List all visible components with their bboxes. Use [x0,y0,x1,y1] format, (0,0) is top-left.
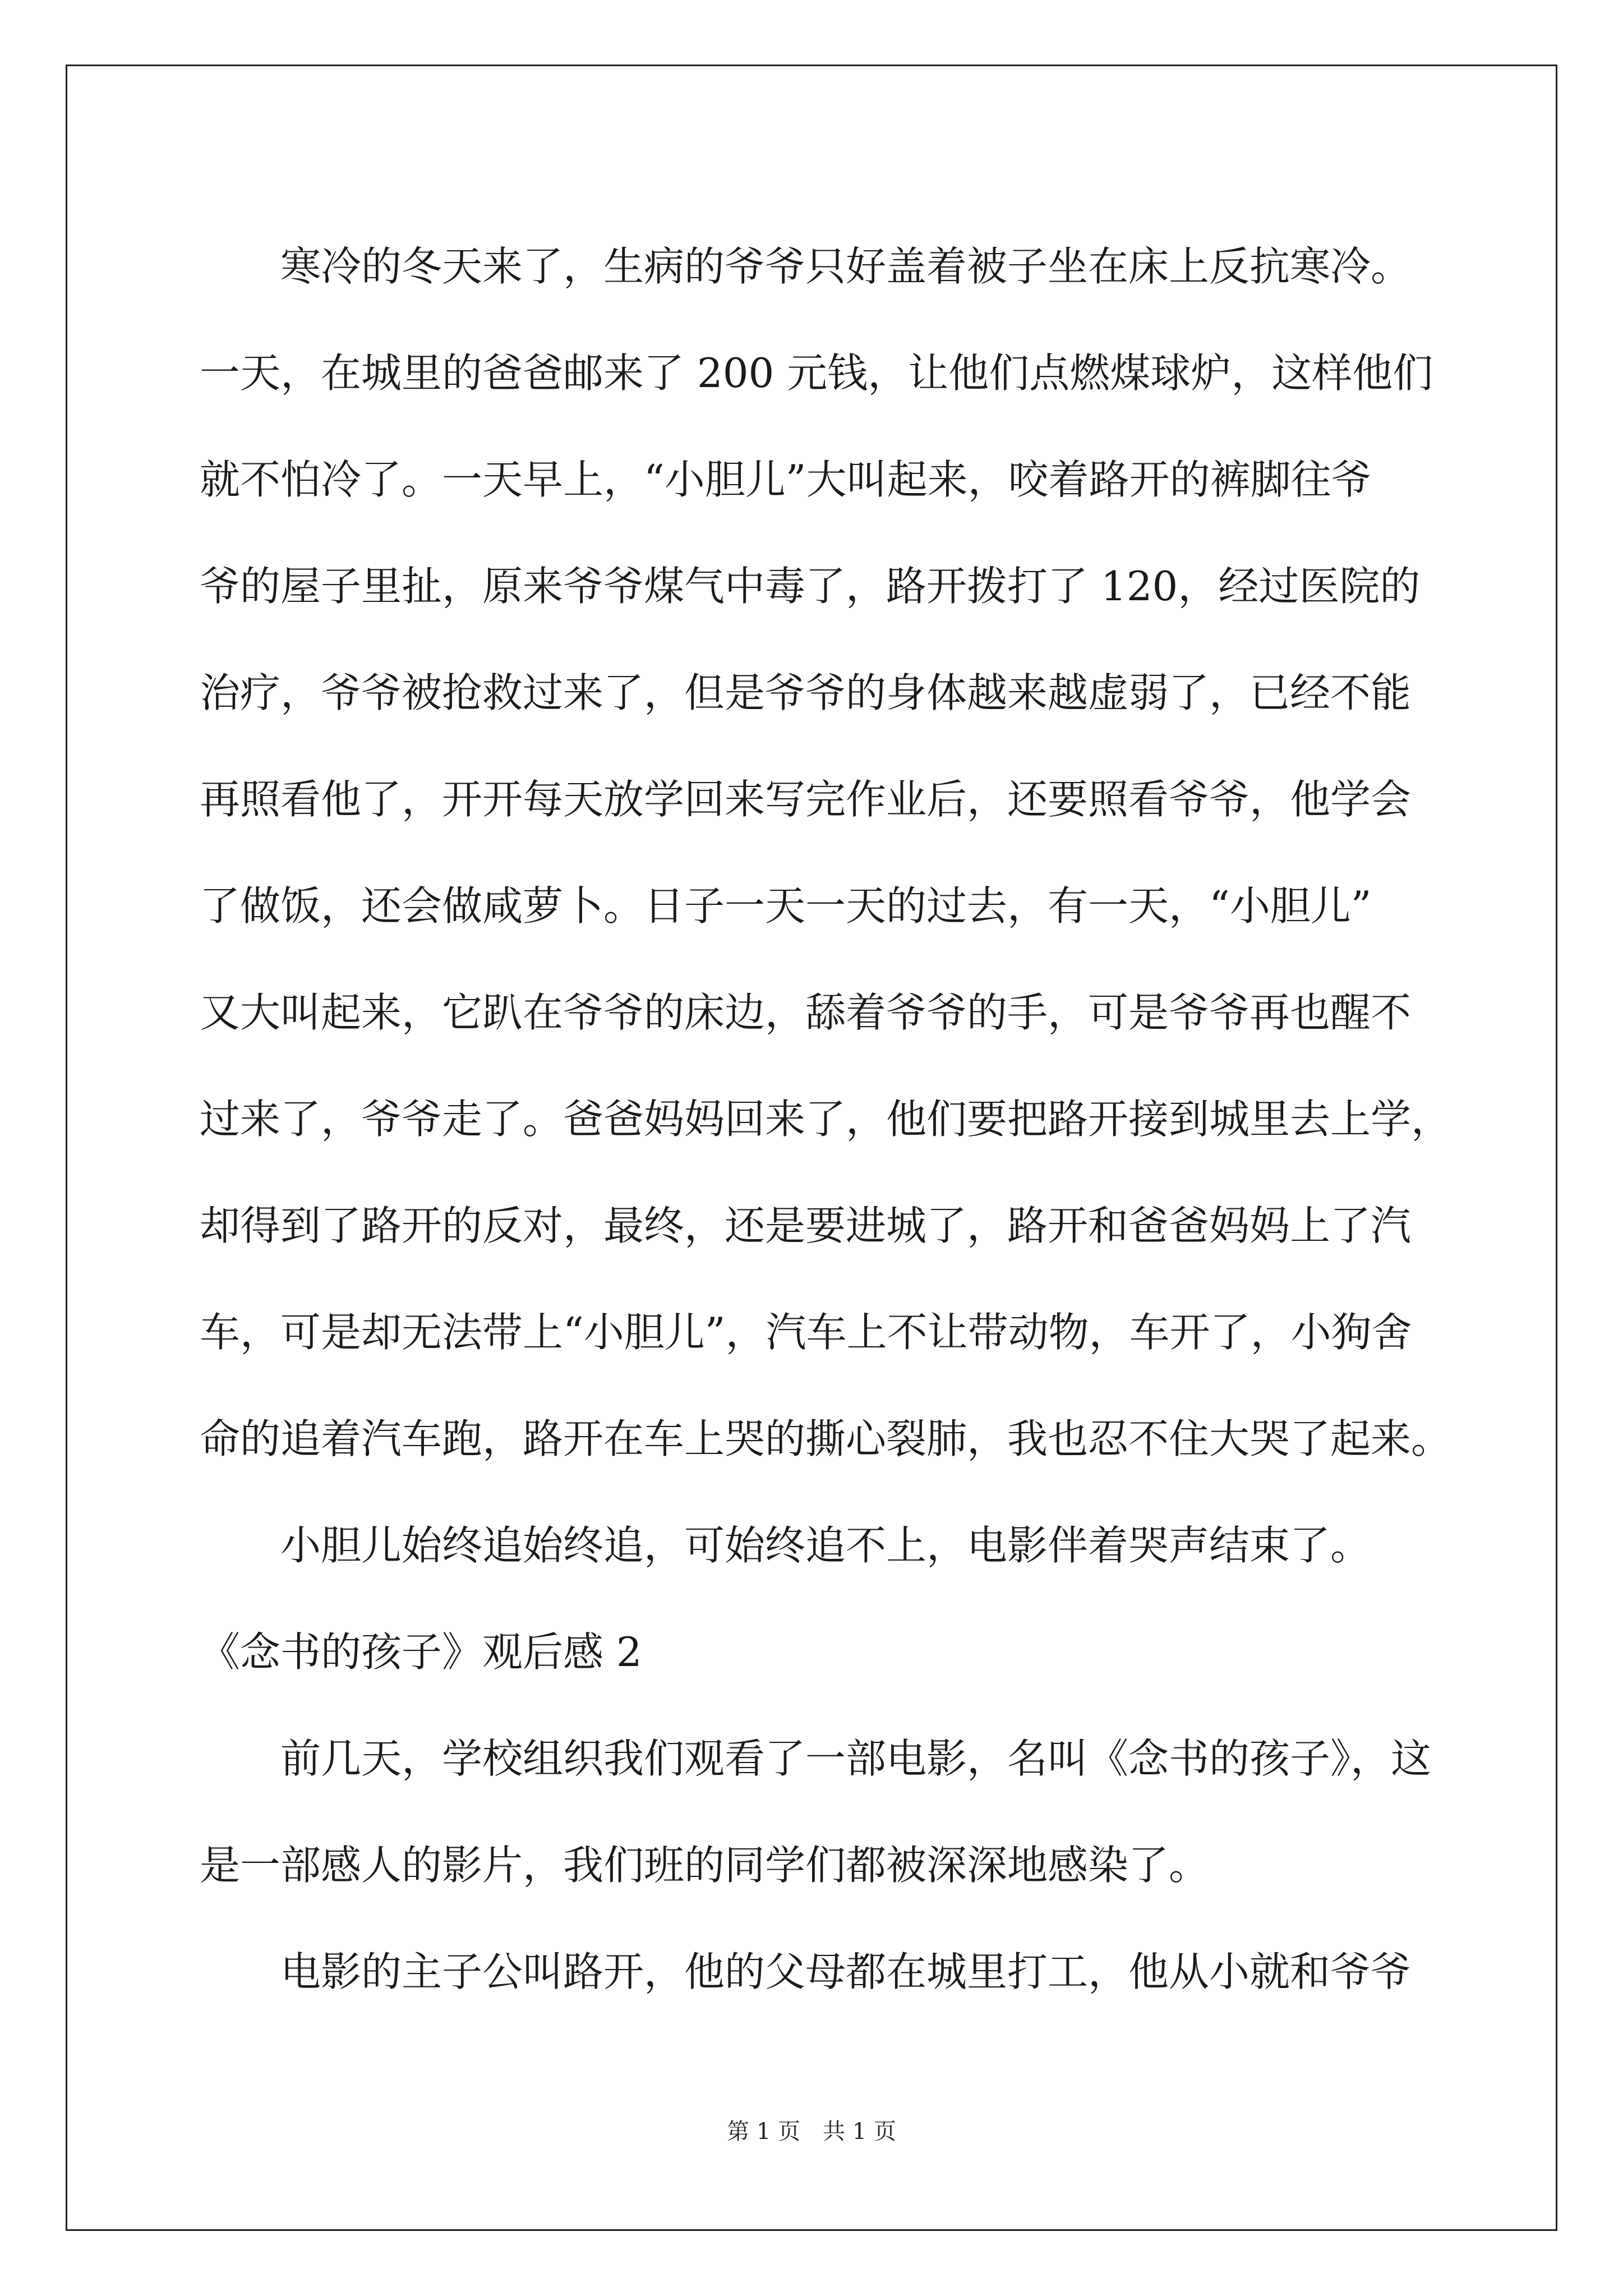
paragraph-line: 寒冷的冬天来了，生病的爷爷只好盖着被子坐在床上反抗寒冷。 [280,243,1412,290]
paragraph-line: 小胆儿始终追始终追，可始终追不上，电影伴着哭声结束了。 [280,1522,1371,1569]
paragraph-line: 电影的主子公叫路开，他的父母都在城里打工，他从小就和爷爷 [280,1948,1412,1995]
document-body [200,213,1452,2025]
paragraph-line: 了做饭，还会做咸萝卜。日子一天一天的过去，有一天，“小胆儿” [200,882,1372,930]
paragraph-line: 治疗，爷爷被抢救过来了，但是爷爷的身体越来越虚弱了，已经不能 [200,669,1412,716]
section-heading: 《念书的孩子》观后感 2 [200,1628,642,1676]
paragraph-line: 爷的屋子里扯，原来爷爷煤气中毒了，路开拨打了 120，经过医院的 [200,563,1421,610]
paragraph-line: 又大叫起来，它趴在爷爷的床边，舔着爷爷的手，可是爷爷再也醒不 [200,989,1412,1036]
paragraph-line: 就不怕冷了。一天早上，“小胆儿”大叫起来，咬着路开的裤脚往爷 [200,456,1372,503]
paragraph-line: 命的追着汽车跑，路开在车上哭的撕心裂肺，我也忍不住大哭了起来。 [200,1415,1452,1462]
paragraph-line: 再照看他了，开开每天放学回来写完作业后，还要照看爷爷，他学会 [200,776,1412,823]
paragraph-line: 过来了，爷爷走了。爸爸妈妈回来了，他们要把路开接到城里去上学， [200,1096,1452,1143]
paragraph-line: 是一部感人的影片，我们班的同学们都被深深地感染了。 [200,1842,1210,1889]
paragraph-line: 却得到了路开的反对，最终，还是要进城了，路开和爸爸妈妈上了汽 [200,1202,1412,1249]
paragraph-line: 一天，在城里的爸爸邮来了 200 元钱，让他们点燃煤球炉，这样他们 [200,349,1433,397]
paragraph-line: 车，可是却无法带上“小胆儿”，汽车上不让带动物，车开了，小狗舍 [200,1309,1412,1356]
paragraph-line: 前几天，学校组织我们观看了一部电影，名叫《念书的孩子》，这 [280,1735,1432,1782]
page-number-footer: 第 1 页 共 1 页 [727,2119,896,2145]
